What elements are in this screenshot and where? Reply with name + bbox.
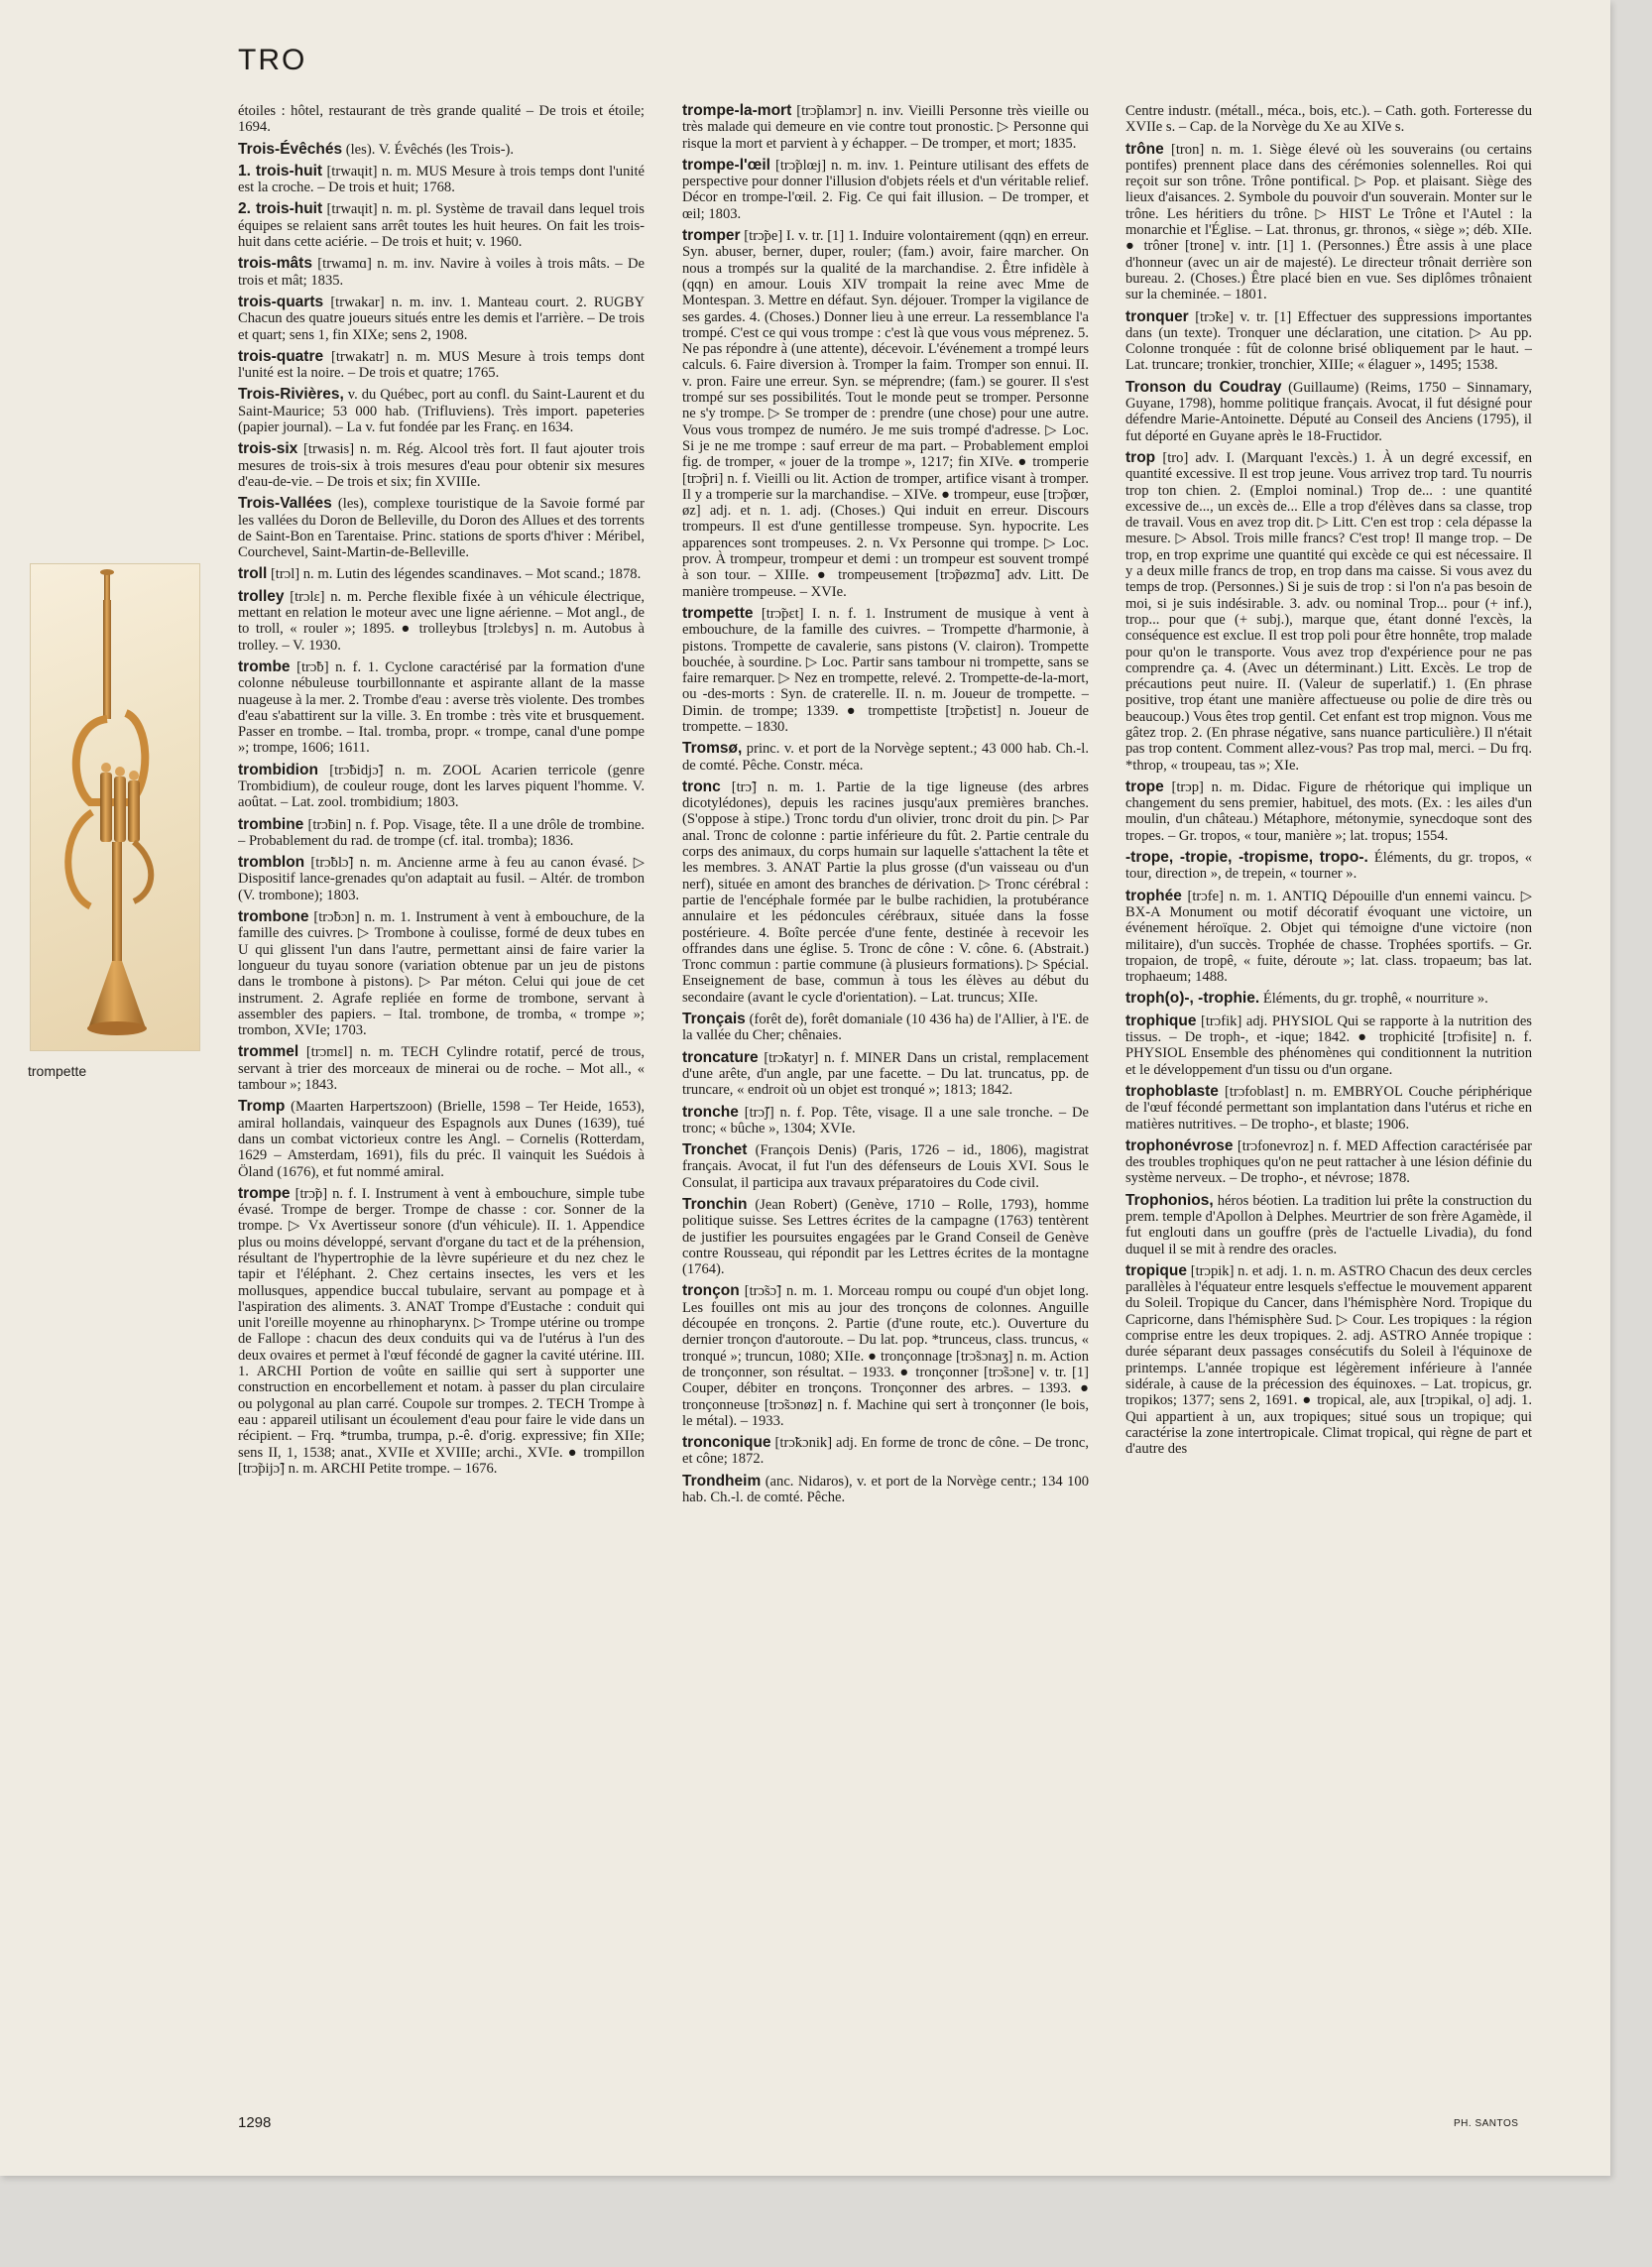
dictionary-entry — [682, 158, 1089, 222]
column-2 — [682, 103, 1089, 2096]
illustration-caption: trompette — [28, 1063, 87, 1079]
entry-definition: [trwaɥit] n. m. pl. Système de travail dans lequel trois équipes se relaient sans arrêt toutes les huit heures. On fait les trois-huit dans cette aciérie. – De trois et huit; v. 1960. — [238, 201, 645, 251]
entry-definition: [trɔ̃plœj] n. m. inv. 1. Peinture utilisant des effets de perspective pour donner l'illusion d'objets réels et d'un véritable relief. Décor en trompe-l'œil. 2. Fig. Ce qui fait illusion. – De tromper, et œil; 1803. — [682, 157, 1089, 222]
entry-headword: trois-quarts — [238, 293, 324, 310]
entry-headword: Trois-Évêchés — [238, 140, 343, 158]
dictionary-entry — [238, 295, 645, 343]
entry-definition: [trɔ̃kɔnik] adj. En forme de tronc de cône. – De tronc, et cône; 1872. — [682, 1435, 1089, 1468]
entry-definition: [trɔ̃bidjɔ̃] n. m. ZOOL Acarien terricole (genre Trombidium), de couleur rouge, dont les larves piquent l'homme. V. aoûtat. – Lat. zool. trombidium; 1803. — [238, 762, 645, 811]
entry-definition: [trɔl] n. m. Lutin des légendes scandinaves. – Mot scand.; 1878. — [270, 566, 642, 583]
entry-headword: -trope, -tropie, -tropisme, tropo-. — [1125, 849, 1368, 867]
dictionary-entry — [1125, 1193, 1532, 1257]
entry-definition: (Maarten Harpertszoon) (Brielle, 1598 – Ter Heide, 1653), amiral hollandais, vainqueur des Espagnols aux Dunes (1639), tué dans un combat victorieux contre les Angl. – Cornelis (Rotterdam, 1629 – Amsterdam, 1691), fils du préc. Il vainquit les Suédois à Öland (1676), et fut nommé amiral. — [238, 1099, 645, 1180]
entry-headword: Tronçais — [682, 1011, 746, 1028]
entry-definition: (Guillaume) (Reims, 1750 – Sinnamary, Guyane, 1798), homme politique français. Avocat, il fut désigné pour défendre Marie-Antoinette. Député au Conseil des Anciens (1795), il fut déporté en Guyane après le 18-Fructidor. — [1125, 379, 1532, 444]
entry-definition: [trɔ̃pe] I. v. tr. [1] 1. Induire volontairement (qqn) en erreur. Syn. abuser, berner, duper, rouler; (fam.) avoir, faire marcher. On nous a trompés sur la qualité de la marchandise. 2. Être infidèle à (qqn) en amour. Louis XIV trompait la reine avec Mme de Montespan. 3. Mettre en défaut. Syn. déjouer. Tromper la vigilance de ses gardes. 4. (Choses.) Donner lieu à une erreur. La ressemblance l'a trompé. C'est ce qui vous trompe : c'est là que vous vous méprenez. 5. Ne pas répondre à (une attente), décevoir. L'événement a trompé leurs calculs. 6. Faire diversion à. Tromper la faim. Tromper son ennui. II. v. pron. Faire une erreur. Syn. se méprendre; (fam.) se gourer. Il s'est trompé sur ses possibilités. Tout le monde peut se tromper. Personne ne s'y trompe. ▷ Se tromper de : prendre (une chose) pour une autre. Vous vous trompez de numéro. Je me suis trompé d'adresse. ▷ Loc. Si je ne me trompe : sauf erreur de ma part. – Probablement emploi fig. de tromper, « jouer de la trompe », 1217; fin XIVe. ● tromperie [trɔ̃pri] n. f. Vieilli ou lit. Action de tromper, artifice visant à tromper. Il y a tromperie sur la marchandise. – XIVe. ● trompeur, euse [trɔ̃pœr, øz] adj. et n. 1. adj. (Choses.) Qui induit en erreur. Discours trompeurs. Il est d'une gentillesse trompeuse. Syn. hypocrite. Les apparences sont trompeuses. 2. n. Vx Personne qui trompe. ▷ Loc. prov. À trompeur, trompeur et demi : un trompeur est souvent trompé à son tour. – XIIIe. ● trompeusement [trɔ̃pøzmɑ̃] adv. Litt. De manière trompeuse. – XVIe. — [682, 228, 1089, 600]
entry-headword: Trondheim — [682, 1472, 762, 1490]
entry-headword: troll — [238, 565, 268, 583]
entry-definition: héros béotien. La tradition lui prête la construction du prem. temple d'Apollon à Delphes. Meurtrier de son frère Agamède, il fut englouti dans un gouffre (près de l'actuelle Livadia), du fond duquel il se mit à rendre des oracles. — [1125, 1192, 1532, 1257]
entry-headword: Trois-Rivières, — [238, 386, 344, 404]
dictionary-entry — [1125, 850, 1532, 883]
entry-headword: trophonévrose — [1125, 1136, 1234, 1154]
entry-headword: Trophonios, — [1125, 1191, 1214, 1209]
dictionary-entry — [1125, 1263, 1532, 1458]
entry-definition: (forêt de), forêt domaniale (10 436 ha) de l'Allier, à l'E. de la vallée du Cher; chênaies. — [682, 1012, 1089, 1044]
entry-definition: (Jean Robert) (Genève, 1710 – Rolle, 1793), homme politique suisse. Ses Lettres écrites de la campagne (1763) tentèrent de justifier les poursuites engagées par le Grand Conseil de Genève contre Rousseau, qui répondit par les Lettres écrites de la montagne (1764). — [682, 1197, 1089, 1278]
dictionary-entry — [238, 164, 645, 196]
entry-headword: troncature — [682, 1048, 759, 1066]
entry-definition: [trɔfoblast] n. m. EMBRYOL Couche périphérique de l'œuf fécondé permettant son implantation dans l'utérus et riche en matières nutritives. – De tropho-, et blaste; 1906. — [1125, 1083, 1532, 1133]
entry-definition: Centre industr. (métall., méca., bois, etc.). – Cath. goth. Forteresse du XVIIe s. – Cap. de la Norvège du Xe au XIVe s. — [1125, 103, 1532, 136]
dictionary-entry — [238, 496, 645, 560]
entry-headword: tromblon — [238, 854, 305, 872]
entry-definition: princ. v. et port de la Norvège septent.; 43 000 hab. Ch.-l. de comté. Pêche. Constr. méca. — [682, 741, 1089, 774]
dictionary-entry — [238, 1044, 645, 1093]
dictionary-entry — [238, 349, 645, 382]
dictionary-entry — [682, 1012, 1089, 1044]
dictionary-entry — [1125, 450, 1532, 774]
dictionary-entry — [682, 1105, 1089, 1137]
dictionary-entry — [682, 1435, 1089, 1468]
dictionary-entry — [1125, 889, 1532, 986]
dictionary-entry — [1125, 1084, 1532, 1133]
entry-definition: [trɔ̃plamɔr] n. inv. Vieilli Personne très vieille ou très malade qui demeure en vie contre tout pronostic. ▷ Personne qui risque la mort et parvient à y échapper. – De tromper, et mort; 1835. — [682, 103, 1089, 152]
entry-definition: [trɔ̃] n. m. 1. Partie de la tige ligneuse (des arbres dicotylédones), depuis les racines jusqu'aux premières branches. (S'oppose à stipe.) Tronc tordu d'un olivier, tronc droit du pin. ▷ Par anal. Tronc de colonne : partie inférieure du fût. 2. Partie centrale du corps des animaux, du corps humain sur laquelle s'attachent la tête et les membres. 3. ANAT Partie la plus grosse (d'un vaisseau ou d'un nerf), située en amont des branches de dérivation. ▷ Tronc cérébral : partie de l'encéphale formée par le bulbe rachidien, la protubérance annulaire et les pédoncules cérébraux, située dans la fosse postérieure. 4. Boîte percée d'une fente, destinée à recevoir les offrandes dans une église. 5. Tronc de cône : V. cône. 6. (Abstrait.) Tronc commun : partie commune (à plusieurs formations). ▷ Spécial. Enseignement de base, commun à tous les élèves au début du secondaire (avant le cycle d'orientation). – Lat. truncus; XIIe. — [682, 778, 1089, 1006]
dictionary-entry — [238, 659, 645, 757]
entry-headword: tropique — [1125, 1261, 1187, 1279]
entry-definition: étoiles : hôtel, restaurant de très grande qualité – De trois et étoile; 1694. — [238, 103, 645, 136]
entry-headword: tromper — [682, 227, 741, 245]
entry-headword: trompe-la-mort — [682, 103, 792, 119]
dictionary-entry — [682, 1283, 1089, 1429]
entry-definition: [trwakatr] n. m. MUS Mesure à trois temps dont l'unité est la noire. – De trois et quatre; 1765. — [238, 348, 645, 382]
entry-definition: [trɔfik] adj. PHYSIOL Qui se rapporte à la nutrition des tissus. – De troph-, et -ique; 1842. ● trophicité [trɔfisite] n. f. PHYSIOL Ensemble des phénomènes qui conditionnent la nutrition et le développement d'un tissu ou d'un organe. — [1125, 1013, 1532, 1078]
entry-definition: [tron] n. m. 1. Siège élevé où les souverains (ou certains pontifes) prennent place dans des cérémonies solennelles. Roi qui reçoit sur son trône. Trône pontifical. ▷ Pop. et plaisant. Siège des lieux d'aisances. 2. Symbole du pouvoir d'un souverain. Monter sur le trône. Les héritiers du trône. ▷ HIST Le Trône et l'Autel : la monarchie et l'Église. – Lat. thronus, gr. thronos, « siège »; déb. XIIe. ● trôner [trone] v. intr. [1] 1. (Personnes.) Être assis à une place d'honneur (avec un air de majesté). Le directeur trônait derrière son bureau. 2. (Choses.) Être placé bien en vue. Ses diplômes trônaient sur la cheminée. – 1801. — [1125, 141, 1532, 303]
dictionary-entry — [238, 441, 645, 490]
dictionary-entry — [682, 1197, 1089, 1277]
entry-headword: trombidion — [238, 761, 318, 778]
entry-headword: trois-six — [238, 440, 298, 458]
entry-headword: trône — [1125, 140, 1164, 158]
entry-definition: [trɔ̃sɔ̃] n. m. 1. Morceau rompu ou coupé d'un objet long. Les fouilles ont mis au jour des tronçons de colonnes. Anguille découpée en tronçons. 2. Partie (d'une route, etc.). Ouverture du dernier tronçon d'autoroute. – Du lat. pop. *trunceus, class. truncus, « tronqué »; truncun, 1080; XIIe. ● tronçonnage [trɔ̃sɔnaʒ] n. m. Action de tronçonner, son résultat. – 1933. ● tronçonner [trɔ̃sɔne] v. tr. [1] Couper, débiter en tronçons. Tronçonner des arbres. – 1393. ● tronçonneuse [trɔ̃sɔnøz] n. f. Machine qui sert à tronçonner (le bois, le métal). – 1933. — [682, 1283, 1089, 1429]
dictionary-entry — [682, 1050, 1089, 1099]
dictionary-entry — [238, 1186, 645, 1477]
dictionary-entry — [238, 201, 645, 250]
page-number: 1298 — [238, 2114, 272, 2131]
dictionary-entry — [682, 103, 1089, 152]
entry-headword: troph(o)-, -trophie. — [1125, 990, 1260, 1008]
entry-definition: [trwasis] n. m. Rég. Alcool très fort. Il faut ajouter trois mesures de trois-six à trois mesures d'eau pour obtenir six mesures d'eau-de-vie. – De trois et six; fin XVIIIe. — [238, 441, 645, 490]
entry-definition: [trɔp] n. m. Didac. Figure de rhétorique qui implique un changement du sens premier, habituel, des mots. (Ex. : les ailes d'un moulin, d'un château.) Métaphore, métonymie, synecdoque sont des tropes. – Gr. tropos, « tour, manière »; lat. tropus; 1554. — [1125, 778, 1532, 844]
entry-definition: [trɔfonevroz] n. f. MED Affection caractérisée par des troubles trophiques qu'on ne peut rattacher à une lésion définie du système nerveux. – De tropho-, et névrose; 1878. — [1125, 1137, 1532, 1187]
running-head: TRO — [238, 44, 307, 76]
entry-headword: Tronchet — [682, 1141, 748, 1159]
entry-definition: (anc. Nidaros), v. et port de la Norvège centr.; 134 100 hab. Ch.-l. de comté. Pêche. — [682, 1473, 1089, 1506]
entry-headword: trombone — [238, 908, 309, 926]
dictionary-entry — [1125, 142, 1532, 303]
entry-headword: trois-mâts — [238, 255, 312, 273]
entry-definition: [trwaɥit] n. m. MUS Mesure à trois temps dont l'unité est la croche. – De trois et huit; 1768. — [238, 163, 645, 196]
entry-definition: (François Denis) (Paris, 1726 – id., 1806), magistrat français. Avocat, il fut l'un des défenseurs de Louis XVI. Sous le Consulat, il participa aux travaux préparatoires du Code civil. — [682, 1142, 1089, 1191]
entry-definition: (les). V. Évêchés (les Trois-). — [345, 141, 515, 158]
entry-headword: tronquer — [1125, 307, 1189, 325]
dictionary-entry — [1125, 779, 1532, 844]
entry-headword: trombine — [238, 815, 304, 833]
entry-headword: trop — [1125, 448, 1156, 466]
entry-definition: [trwamɑ] n. m. inv. Navire à voiles à trois mâts. – De trois et mât; 1835. — [238, 256, 645, 289]
entry-definition: [trɔ̃ʃ] n. f. Pop. Tête, visage. Il a une sale tronche. – De tronc; « bûche », 1304; XVIe. — [682, 1104, 1089, 1136]
entry-definition: (les), complexe touristique de la Savoie formé par les vallées du Doron de Belleville, du Doron des Allues et des torrents de Saint-Bon en Tarentaise. Princ. stations de sports d'hiver : Méribel, Courchevel, Saint-Martin-de-Belleville. — [238, 496, 645, 561]
dictionary-entry — [238, 909, 645, 1038]
dictionary-entry — [1125, 1014, 1532, 1078]
dictionary-entry — [238, 763, 645, 811]
dictionary-entry — [238, 589, 645, 654]
entry-headword: Tronson du Coudray — [1125, 378, 1282, 396]
entry-headword: 1. trois-huit — [238, 162, 323, 179]
dictionary-entry — [238, 566, 645, 582]
dictionary-entry — [238, 387, 645, 435]
entry-definition: [trɔlɛ] n. m. Perche flexible fixée à un véhicule électrique, mettant en relation le moteur avec une ligne aérienne. – Mot angl., de to troll, « rouler »; 1895. ● trolleybus [trɔlɛbys] n. m. Autobus à trolley. – V. 1930. — [238, 588, 645, 654]
entry-definition: [trɔpik] n. et adj. 1. n. m. ASTRO Chacun des deux cercles parallèles à l'équateur entre lesquels s'effectue le mouvement apparent du Soleil. Tropique du Cancer, dans l'hémisphère Nord. Tropique du Capricorne, dans l'hémisphère Sud. ▷ Cour. Les tropiques : la région comprise entre les deux tropiques. 2. adj. ASTRO Année tropique : durée séparant deux passages consécutifs du Soleil à l'équinoxe de printemps. L'année tropique est légèrement inférieure à l'année sidérale, à cause de la précession des équinoxes. – Lat. tropicus, gr. tropikos; 1377; sens 2, 1691. ● tropical, ale, aux [trɔpikal, o] adj. 1. Qui appartient à un, aux tropiques; situé sous un tropique; qui caractérise la zone intertropicale. Climat tropical, qui règne de part et d'autre des — [1125, 1262, 1532, 1458]
entry-headword: trompe — [238, 1184, 291, 1202]
entry-definition: [trɔ̃blɔ̃] n. m. Ancienne arme à feu au canon évasé. ▷ Dispositif lance-grenades qu'on adaptait au fusil. – Altér. de trombon (V. trombone); 1803. — [238, 855, 645, 903]
entry-definition: Éléments, du gr. tropos, « tour, direction », de trepein, « tourner ». — [1125, 850, 1532, 883]
entry-definition: [trɔ̃ke] v. tr. [1] Effectuer des suppressions importantes dans (un texte). Tronquer une déclaration, une citation. ▷ Au pp. Colonne tronquée : fût de colonne brisé obliquement par le haut. – Lat. truncare; tronkier, tronchier, XIIIe; « élaguer », 1495; 1538. — [1125, 308, 1532, 374]
column-3 — [1125, 103, 1532, 2096]
column-1 — [238, 103, 645, 2096]
dictionary-entry — [682, 779, 1089, 1006]
dictionary-entry — [238, 256, 645, 289]
dictionary-entry — [682, 606, 1089, 735]
dictionary-entry — [238, 142, 645, 158]
trumpet-photo — [30, 563, 200, 1051]
entry-headword: tronc — [682, 777, 721, 795]
entry-headword: Tromsø, — [682, 740, 743, 758]
entry-headword: tronçon — [682, 1282, 740, 1300]
entry-definition: Éléments, du gr. trophê, « nourriture ». — [1262, 991, 1488, 1008]
entry-headword: Tromp — [238, 1098, 286, 1116]
entry-headword: trolley — [238, 587, 285, 605]
dictionary-entry — [238, 1099, 645, 1179]
dictionary-entry — [682, 1142, 1089, 1191]
dictionary-entry — [238, 103, 645, 136]
entry-definition: [trɔ̃pɛt] I. n. f. 1. Instrument de musique à vent à embouchure, de la famille des cuivres. – Trompette d'harmonie, à pistons. Trompette de cavalerie, sans pistons (V. clairon). Trompette bouchée, à sourdine. ▷ Loc. Partir sans tambour ni trompette, sans se faire remarquer. ▷ Nez en trompette, relevé. 2. Trompette-de-la-mort, ou -des-morts : Syn. de craterelle. II. n. m. Joueur de trompette. – Dimin. de trompe; 1339. ● trompettiste [trɔ̃pɛtist] n. Joueur de trompette. – 1830. — [682, 605, 1089, 735]
entry-definition: [trɔ̃bɔn] n. m. 1. Instrument à vent à embouchure, de la famille des cuivres. ▷ Trombone à coulisse, formé de deux tubes en U qui glissent l'un dans l'autre, permettant ainsi de faire varier la longueur du tuyau sonore (variation obtenue par un jeu de pistons dans le trombone à pistons). ▷ Par méton. Celui qui joue de cet instrument. 2. Agrafe repliée en forme de trombone, servant à assembler des papiers. – Ital. trombone, de tromba, « trompe »; trombon, XVIe; 1703. — [238, 909, 645, 1039]
entry-headword: tronche — [682, 1103, 739, 1121]
entry-headword: trophoblaste — [1125, 1082, 1219, 1100]
entry-definition: [trɔ̃p] n. f. I. Instrument à vent à embouchure, simple tube évasé. Trompe de berger. Trompe de chasse : cor. Sonner de la trompe. ▷ Vx Avertisseur sonore (d'un véhicule). II. 1. Appendice plus ou moins développé, servant d'organe du tact et de la préhension, résultant de l'hypertrophie de la lèvre supérieure et du nez chez le tapir et l'éléphant. 2. Chez certains insectes, les vers et les mollusques, appendice buccal tubulaire, servant au pompage et à l'aspiration des aliments. 3. ANAT Trompe d'Eustache : conduit qui unit l'oreille moyenne au rhinopharynx. ▷ Trompe utérine ou trompe de Fallope : chacun des deux conduits qui va de l'utérus à l'un des deux ovaires et permet à l'œuf fécondé de gagner la cavité utérine. III. 1. ARCHI Portion de voûte en saillie qui sert à supporter une construction en encorbellement et notam. à passer du plan circulaire ou polygonal au plan carré. Coupole sur trompes. 2. TECH Trompe à eau : appareil utilisant un écoulement d'eau pour faire le vide dans un récipient. – Frq. *trumba, trumpa, p.-ê. d'orig. expressive; fin XIIe; sens II, 1, 1538; anat., XVIIe et XVIIIe; archi., XVIe. ● trompillon [trɔ̃pijɔ̃] n. m. ARCHI Petite trompe. – 1676. — [238, 1185, 645, 1477]
entry-definition: [trwakar] n. m. inv. 1. Manteau court. 2. RUGBY Chacun des quatre joueurs situés entre les demis et l'arrière. – De trois et quart; sens 1, fin XIXe; sens 2, 1908. — [238, 294, 645, 343]
photo-credit: PH. SANTOS — [1454, 2118, 1519, 2129]
entry-headword: Tronchin — [682, 1196, 748, 1213]
dictionary-entry — [682, 741, 1089, 774]
dictionary-entry — [682, 228, 1089, 600]
entry-headword: 2. trois-huit — [238, 200, 323, 218]
entry-definition: [trɔmɛl] n. m. TECH Cylindre rotatif, percé de trous, servant à trier des morceaux de minerai ou de roche. – Mot all., « tambour »; 1843. — [238, 1044, 645, 1094]
entry-headword: trois-quatre — [238, 347, 324, 365]
dictionary-entry — [682, 1474, 1089, 1506]
entry-definition: [trɔ̃b] n. f. 1. Cyclone caractérisé par la formation d'une colonne nébuleuse tourbillonnante et aspirante allant de la masse nuageuse à la mer. 2. Trombe d'eau : averse très violente. Des trombes d'eau s'abattirent sur la ville. 3. En trombe : très vite et brusquement. Passer en trombe. – Ital. tromba, propr. « trompe, canal d'une pompe »; trompe, 1606; 1611. — [238, 658, 645, 757]
entry-headword: trophée — [1125, 887, 1182, 904]
entry-headword: tronconique — [682, 1434, 771, 1452]
entry-headword: trompette — [682, 604, 754, 622]
entry-headword: trommel — [238, 1043, 299, 1061]
dictionary-entry — [238, 817, 645, 850]
dictionary-entry — [1125, 991, 1532, 1007]
entry-headword: trope — [1125, 777, 1164, 795]
dictionary-entry — [238, 855, 645, 903]
dictionary-entry — [1125, 103, 1532, 136]
entry-definition: [trɔfe] n. m. 1. ANTIQ Dépouille d'un ennemi vaincu. ▷ BX-A Monument ou motif décoratif évoquant une victoire, un événement héroïque. 2. Objet qui témoigne d'une victoire (non militaire), d'un succès. Trophée de chasse. Trophées sportifs. – Gr. tropaion, de tropê, « fuite, déroute »; lat. class. tropaeum; bas lat. trophaeum; 1488. — [1125, 888, 1532, 986]
entry-headword: trophique — [1125, 1012, 1197, 1029]
dictionary-entry — [1125, 380, 1532, 444]
trumpet-icon — [31, 564, 199, 1050]
entry-headword: trompe-l'œil — [682, 156, 770, 174]
entry-headword: Trois-Vallées — [238, 495, 332, 513]
entry-definition: [trɔ̃katyr] n. f. MINER Dans un cristal, remplacement d'une arête, d'un angle, par une facette. – Du lat. truncatus, pp. de truncare, « endroit où un objet est tronqué »; 1813; 1842. — [682, 1049, 1089, 1099]
dictionary-entry — [1125, 1138, 1532, 1187]
entry-definition: [trɔ̃bin] n. f. Pop. Visage, tête. Il a une drôle de trombine. – Probablement du rad. de trompe (cf. ital. tromba); 1836. — [238, 816, 645, 849]
entry-headword: trombe — [238, 657, 291, 675]
entry-definition: [tro] adv. I. (Marquant l'excès.) 1. À un degré excessif, en quantité excessive. Il est trop jeune. Vous arrivez trop tard. Tu nourris trop ton chien. 2. (Emploi nominal.) Trop de... : une quantité excessive de..., un excès de... Elle a trop d'élèves dans sa classe, trop de travail. Vous en avez trop dit. ▷ Litt. C'en est trop : cela dépasse la mesure. ▷ Absol. Trois mille francs? C'est trop! Il mange trop. – De trop, en trop exprime une quantité qui excède ce qui est nécessaire. Il y a deux mille francs de trop, en trop dans ma caisse. Si vous avez du temps de trop. (Personnes.) Si je suis de trop : si l'on n'a pas besoin de moi, si je suis indésirable. 3. adv. ou nominal Trop... pour (+ inf.), trop... pour que (+ subj.), marque que, étant donné l'excès, la conséquence est exclue. Il est trop poli pour être honnête, trop malade pour qu'on le transporte. Vous avez trop d'expérience pour ne pas comprendre ça. 4. (Avec un déterminant.) Litt. Excès. Le trop de précautions peut nuire. II. (Valeur de superlatif.) 1. (En phrase positive, trop étant une manière affectueuse ou polie de dire très ou beaucoup.) Vous êtes trop gentil. Cet enfant est trop mignon. Vous me gâtez trop. 2. (En phrase négative, sans nuance particulière.) Il n'était pas trop content. Comment allez-vous? Pas trop mal, merci. – Du frq. *throp, « troupeau, tas »; XIe. — [1125, 449, 1532, 774]
entry-definition: v. du Québec, port au confl. du Saint-Laurent et du Saint-Maurice; 53 000 hab. (Trifluviens). Très import. papeteries (papier journal). – La v. fut fondée par les Franç. en 1634. — [238, 387, 645, 436]
dictionary-entry — [1125, 309, 1532, 374]
